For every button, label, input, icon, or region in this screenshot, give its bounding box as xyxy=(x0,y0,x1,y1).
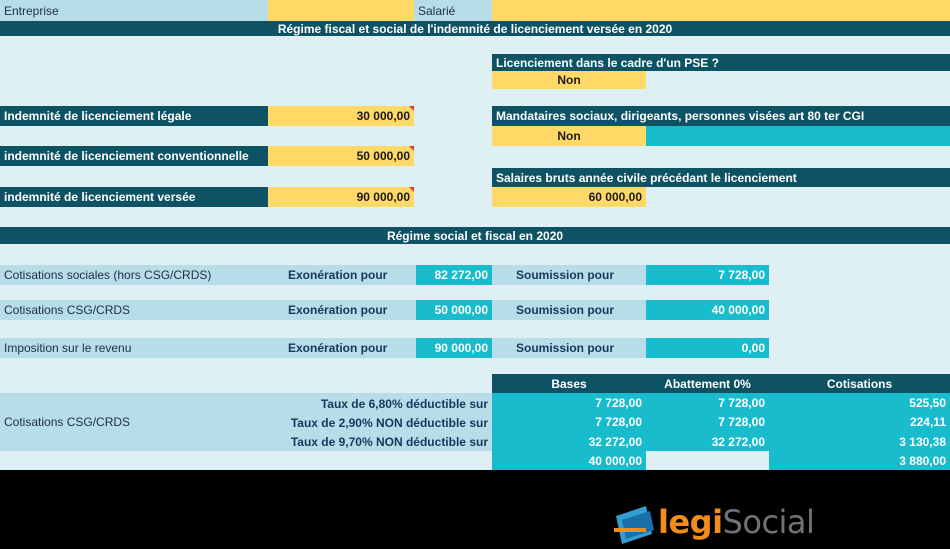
csg-row-base[interactable]: 7 728,00 xyxy=(492,412,646,432)
regime-row-label: Imposition sur le revenu xyxy=(0,338,416,358)
pse-label: Licenciement dans le cadre d'un PSE ? xyxy=(492,54,950,71)
csg-row-label: Taux de 6,80% déductible sur xyxy=(320,397,488,411)
soumission-value[interactable]: 40 000,00 xyxy=(646,300,769,320)
csg-row-label: Taux de 2,90% NON déductible sur xyxy=(290,416,488,430)
salaires-label: Salaires bruts année civile précédant le licenciement xyxy=(492,168,950,187)
csg-row-abattement[interactable]: 32 272,00 xyxy=(646,432,769,451)
logo-legi: legi xyxy=(658,503,723,541)
indemnite-versee-label: indemnité de licenciement versée xyxy=(0,187,268,207)
regime-row-label: Cotisations CSG/CRDS xyxy=(0,300,416,320)
logo-mark-icon xyxy=(612,502,662,546)
soumission-label: Soumission pour xyxy=(516,341,615,355)
total-abattement-empty xyxy=(646,451,769,470)
csg-row-cotisation[interactable]: 525,50 xyxy=(769,393,950,412)
csg-row-cotisation[interactable]: 224,11 xyxy=(769,412,950,432)
indemnite-legale-value[interactable]: 30 000,00 xyxy=(268,106,414,126)
indemnite-legale-label: Indemnité de licenciement légale xyxy=(0,106,268,126)
indemnite-versee-value[interactable]: 90 000,00 xyxy=(268,187,414,207)
section2-title: Régime social et fiscal en 2020 xyxy=(0,227,950,244)
exoneration-value[interactable]: 50 000,00 xyxy=(416,300,492,320)
indemnite-conventionnelle-label: indemnité de licenciement conventionnelle xyxy=(0,146,268,166)
exoneration-value[interactable]: 90 000,00 xyxy=(416,338,492,358)
entreprise-label[interactable]: Entreprise xyxy=(0,0,268,21)
soumission-value[interactable]: 0,00 xyxy=(646,338,769,358)
legisocial-logo xyxy=(612,500,822,546)
csg-table-label: Cotisations CSG/CRDS xyxy=(0,393,492,451)
total-cotisation[interactable]: 3 880,00 xyxy=(769,451,950,470)
logo-social: Social xyxy=(722,503,815,541)
header-bases: Bases xyxy=(492,374,646,393)
mandataires-label: Mandataires sociaux, dirigeants, personnes visées art 80 ter CGI xyxy=(492,106,950,126)
main-title: Régime fiscal et social de l'indemnité de licenciement versée en 2020 xyxy=(0,21,950,36)
exoneration-label: Exonération pour xyxy=(288,341,388,355)
exoneration-label: Exonération pour xyxy=(288,268,388,282)
csg-row-abattement[interactable]: 7 728,00 xyxy=(646,393,769,412)
csg-row-cotisation[interactable]: 3 130,38 xyxy=(769,432,950,451)
entreprise-input[interactable] xyxy=(268,0,414,21)
logo-text xyxy=(658,504,814,540)
pse-value[interactable]: Non xyxy=(492,71,646,89)
salarie-label[interactable]: Salarié xyxy=(414,0,492,21)
csg-row-base[interactable]: 32 272,00 xyxy=(492,432,646,451)
header-cotisations: Cotisations xyxy=(769,374,950,393)
exoneration-value[interactable]: 82 272,00 xyxy=(416,265,492,285)
soumission-label: Soumission pour xyxy=(516,268,615,282)
csg-row-abattement[interactable]: 7 728,00 xyxy=(646,412,769,432)
total-base[interactable]: 40 000,00 xyxy=(492,451,646,470)
header-abattement: Abattement 0% xyxy=(646,374,769,393)
csg-row-base[interactable]: 7 728,00 xyxy=(492,393,646,412)
soumission-value[interactable]: 7 728,00 xyxy=(646,265,769,285)
csg-row-label: Taux de 9,70% NON déductible sur xyxy=(290,435,488,449)
regime-row-label: Cotisations sociales (hors CSG/CRDS) xyxy=(0,265,416,285)
mandataires-value[interactable]: Non xyxy=(492,126,646,146)
salarie-input[interactable] xyxy=(492,0,950,21)
indemnite-conventionnelle-value[interactable]: 50 000,00 xyxy=(268,146,414,166)
mandataires-fill xyxy=(646,126,950,146)
salaires-value[interactable]: 60 000,00 xyxy=(492,187,646,207)
exoneration-label: Exonération pour xyxy=(288,303,388,317)
soumission-label: Soumission pour xyxy=(516,303,615,317)
